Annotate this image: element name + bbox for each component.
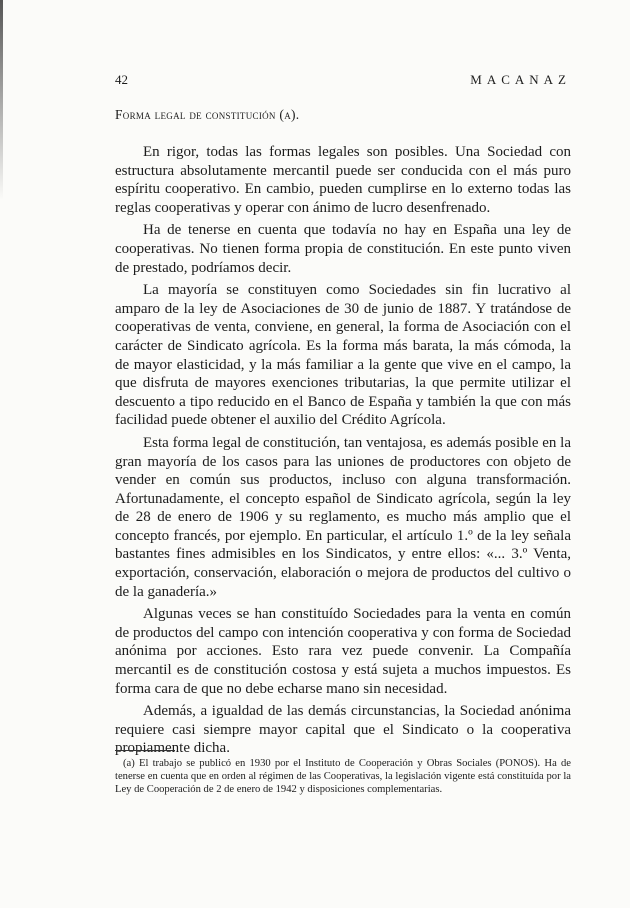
paragraph: Esta forma legal de constitución, tan ventajosa, es además posible en la gran mayoría de los casos para las uniones de productores con objeto de vender en común sus productos, incluso con alguna transformación. Afortunadamente, el concepto español de Sindicato agrícola, según la ley de 28 de enero de 1906 y su reglamento, es mucho más amplio que el concepto francés, por ejemplo. En particular, el artículo 1.º de la ley señala bastantes fines admisibles en los Sindicatos, y entre ellos: «... 3.º Venta, exportación, conservación, elaboración o mejora de productos del cultivo o de la ganadería.» bbox=[115, 434, 571, 600]
body-text bbox=[115, 143, 571, 762]
footnote bbox=[115, 757, 571, 797]
paragraph: En rigor, todas las formas legales son posibles. Una Sociedad con estructura absolutamente mercantil puede ser conducida con el más puro espíritu cooperativo. En cambio, pueden cumplirse en lo externo todas las reglas cooperativas y operar con ánimo de lucro desenfrenado. bbox=[115, 144, 571, 216]
paragraph: Además, a igualdad de las demás circunstancias, la Sociedad anónima requiere casi siempre mayor capital que el Sindicato o la cooperativa propiamente dicha. bbox=[115, 703, 571, 757]
paragraph: La mayoría se constituyen como Sociedades sin fin lucrativo al amparo de la ley de Asociaciones de 30 de junio de 1887. Y tratándose de cooperativas de venta, conviene, en general, la forma de Asociación con el carácter de Sindicato agrícola. Es la forma más barata, la más cómoda, la de mayor elasticidad, y la más familiar a la gente que vive en el campo, la que disfruta de mayores exenciones tributarias, la que permite utilizar el descuento a tipo reducido en el Banco de España y también la que con más facilidad puede obtener el auxilio del Crédito Agrícola. bbox=[115, 282, 571, 429]
paragraph: Algunas veces se han constituído Sociedades para la venta en común de productos del campo con intención cooperativa y con forma de Sociedad anónima por acciones. Esto rara vez puede convenir. La Compañía mercantil es de constitución costosa y está sujeta a muchos impuestos. Es forma cara de que no debe echarse mano sin necesidad. bbox=[115, 606, 571, 697]
section-title: Forma legal de constitución (a). bbox=[115, 107, 300, 122]
footnote-text: (a) El trabajo se publicó en 1930 por el Instituto de Cooperación y Obras Sociales (PONOS). Ha de tenerse en cuenta que en orden al régimen de las Cooperativas, la legislación vigente está constituída por la Ley de Cooperación de 2 de enero de 1942 y disposiciones complementarias. bbox=[115, 758, 571, 796]
page-edge-shadow bbox=[0, 0, 3, 200]
running-header bbox=[115, 72, 571, 88]
page-number: 42 bbox=[115, 72, 128, 87]
running-title: MACANAZ bbox=[470, 72, 571, 87]
footnote-divider bbox=[115, 750, 175, 751]
paragraph: Ha de tenerse en cuenta que todavía no hay en España una ley de cooperativas. No tienen forma propia de constitución. En este punto viven de prestado, podríamos decir. bbox=[115, 222, 571, 276]
